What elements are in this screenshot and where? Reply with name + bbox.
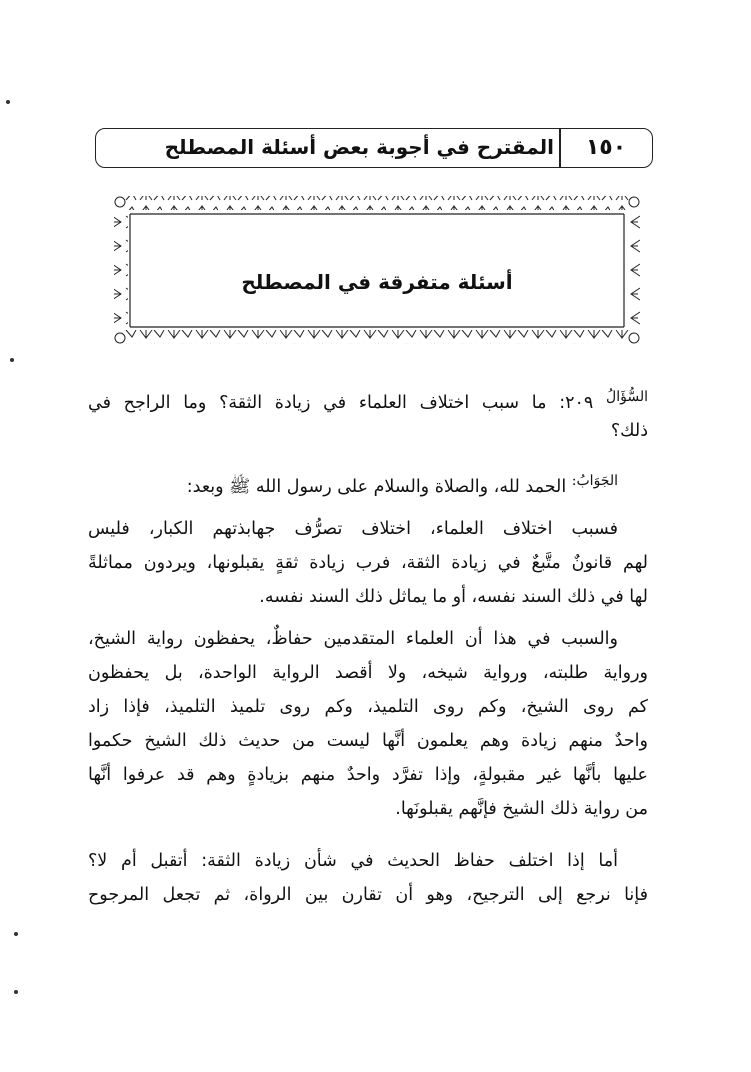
paragraph-line: فسبب اختلاف العلماء، اختلاف تصرُّف جهابذتهم الكبار، فليس	[88, 519, 618, 539]
page-number: ١٥٠	[585, 135, 627, 160]
question-line	[88, 380, 648, 414]
answer-opening	[88, 464, 648, 498]
question-label: السُّؤَالُ	[606, 389, 648, 405]
page-header	[95, 128, 653, 168]
scan-speck	[6, 100, 10, 104]
question-line: ذلك؟	[610, 421, 648, 441]
paragraph	[88, 512, 648, 614]
paragraph-line: فإنا نرجع إلى الترجيح، وهو أن تقارن بين الرواة، ثم تجعل المرجوح	[88, 885, 648, 905]
scan-speck	[10, 358, 14, 362]
running-title: المقترح في أجوبة بعض أسئلة المصطلح	[164, 135, 554, 159]
scan-speck	[14, 990, 18, 994]
paragraph-line: من رواية ذلك الشيخ فإنَّهم يقبلونَها.	[395, 799, 648, 819]
paragraph-line: لها في ذلك السند نفسه، أو ما يماثل ذلك السند نفسه.	[259, 587, 648, 607]
section-title: أسئلة متفرقة في المصطلح	[241, 270, 513, 294]
question-text: ما سبب اختلاف العلماء في زيادة الثقة؟ وما الراجح في	[88, 392, 547, 413]
header-divider	[559, 129, 561, 167]
paragraph-line: لهم قانونٌ متَّبعٌ في زيادة الثقة، فرب زيادة ثقةٍ يقبلونها، ويردون مماثلةً	[88, 553, 648, 573]
paragraph-line: والسبب في هذا أن العلماء المتقدمين حفاظٌ، يحفظون رواية الشيخ،	[88, 629, 618, 649]
scan-speck	[14, 932, 18, 936]
question-block	[88, 380, 648, 448]
paragraph-line: واحدٌ منهم زيادة وهم يعلمون أنَّها ليست من حديث ذلك الشيخ حكموا	[88, 731, 648, 751]
answer-opening-text: الحمد لله، والصلاة والسلام على رسول الله ﷺ وبعد:	[186, 476, 567, 497]
answer-label: الجَوَابُ:	[571, 473, 618, 489]
answer-line	[88, 464, 648, 498]
paragraph-line: ورواية طلبته، ورواية شيخه، ولا أقصد الرواية الواحدة، بل يحفظون	[88, 663, 648, 683]
question-number: ٢٠٩:	[559, 392, 594, 413]
paragraph	[88, 844, 648, 912]
paragraph-line: كم روى الشيخ، وكم روى التلميذ، وكم روى تلميذ التلميذ، فإذا زاد	[88, 697, 648, 717]
paragraph-line: أما إذا اختلف حفاظ الحديث في شأن زيادة الثقة: أتقبل أم لا؟	[88, 851, 618, 871]
paragraph	[88, 622, 648, 826]
paragraph-line: عليها بأنَّها غير مقبولةٍ، وإذا تفرَّد واحدٌ منهم بزيادةٍ وهم قد عرفوا أنَّها	[88, 765, 648, 785]
